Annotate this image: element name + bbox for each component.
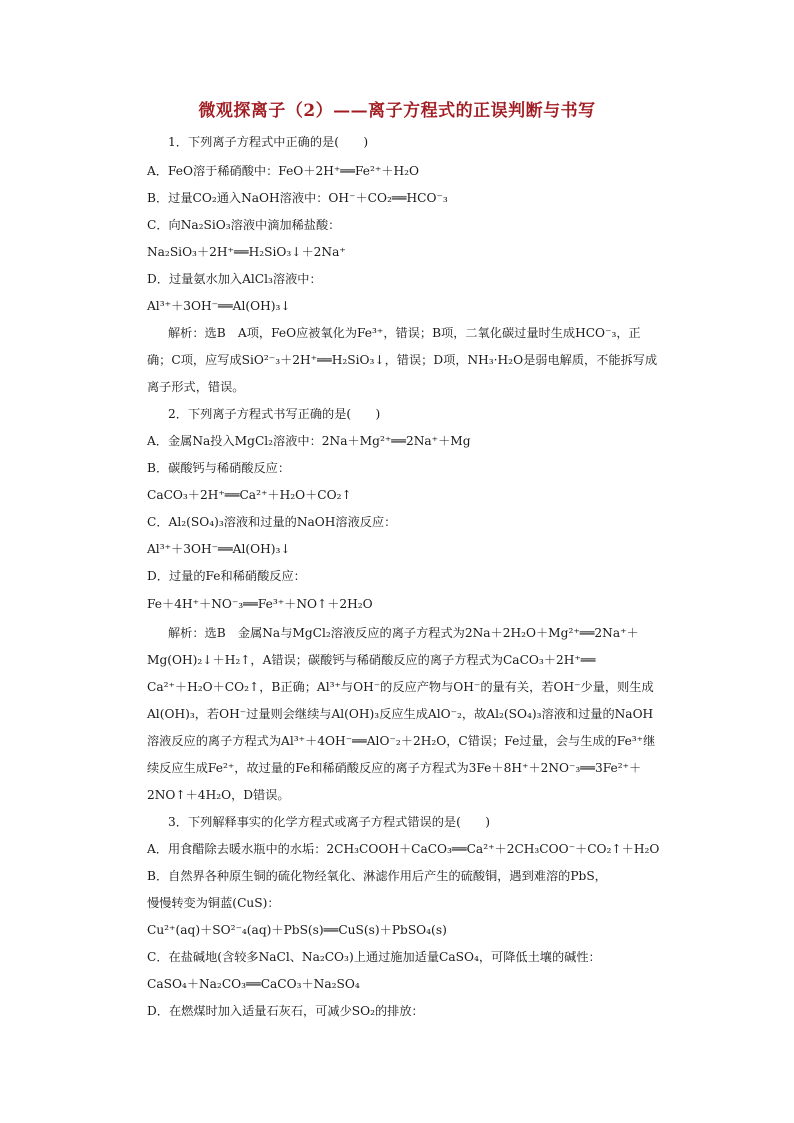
question-1-option-c-equation: Na₂SiO₃＋2H⁺══H₂SiO₃↓＋2Na⁺ — [147, 245, 346, 259]
question-2-analysis-line: Mg(OH)₂↓＋H₂↑，A错误；碳酸钙与稀硝酸反应的离子方程式为CaCO₃＋2H⁺══ — [147, 653, 596, 667]
question-3-stem: 3．下列解释事实的化学方程式或离子方程式错误的是( ) — [168, 815, 490, 829]
question-3-option-b-cont: 慢慢转变为铜蓝(CuS)： — [147, 896, 280, 910]
question-1-option-d: D．过量氨水加入AlCl₃溶液中： — [147, 272, 322, 286]
question-1-option-d-equation: Al³⁺＋3OH⁻══Al(OH)₃↓ — [147, 299, 291, 313]
question-2-option-d: D．过量的Fe和稀硝酸反应： — [147, 569, 306, 583]
question-1-option-a: A．FeO溶于稀硝酸中：FeO＋2H⁺══Fe²⁺＋H₂O — [147, 164, 419, 178]
question-1-option-b: B．过量CO₂通入NaOH溶液中：OH⁻＋CO₂══HCO⁻₃ — [147, 191, 448, 205]
question-1-analysis-line: 确；C项，应写成SiO²⁻₃＋2H⁺══H₂SiO₃↓，错误；D项，NH₃·H₂O是弱电解质，不能拆写成 — [147, 353, 658, 367]
question-1-analysis-line: 解析：选B A项，FeO应被氧化为Fe³⁺，错误；B项，二氧化碳过量时生成HCO⁻₃，正 — [168, 326, 641, 340]
question-2-option-b-equation: CaCO₃＋2H⁺══Ca²⁺＋H₂O＋CO₂↑ — [147, 488, 352, 502]
question-2-analysis-line: Al(OH)₃，若OH⁻过量则会继续与Al(OH)₃反应生成AlO⁻₂，故Al₂(SO₄)₃溶液和过量的NaOH — [147, 707, 654, 721]
question-2-stem: 2．下列离子方程式书写正确的是( ) — [168, 407, 381, 421]
question-2-option-c-equation: Al³⁺＋3OH⁻══Al(OH)₃↓ — [147, 542, 291, 556]
question-3-option-b-equation: Cu²⁺(aq)＋SO²⁻₄(aq)＋PbS(s)══CuS(s)＋PbSO₄(s) — [147, 923, 447, 937]
question-3-option-a: A．用食醋除去暖水瓶中的水垢：2CH₃COOH＋CaCO₃══Ca²⁺＋2CH₃COO⁻＋CO₂↑＋H₂O — [147, 842, 660, 856]
question-2-analysis-line: Ca²⁺＋H₂O＋CO₂↑，B正确；Al³⁺与OH⁻的反应产物与OH⁻的量有关，若OH⁻少量，则生成 — [147, 680, 654, 694]
question-2-option-d-equation: Fe＋4H⁺＋NO⁻₃══Fe³⁺＋NO↑＋2H₂O — [147, 597, 373, 611]
question-3-option-b: B．自然界各种原生铜的硫化物经氧化、淋滤作用后产生的硫酸铜，遇到难溶的PbS， — [147, 869, 607, 883]
question-2-option-c: C．Al₂(SO₄)₃溶液和过量的NaOH溶液反应： — [147, 515, 397, 529]
page-title: 微观探离子（2）——离子方程式的正误判断与书写 — [198, 101, 596, 121]
question-3-option-d: D．在燃煤时加入适量石灰石，可减少SO₂的排放： — [147, 1004, 424, 1018]
question-2-option-b: B．碳酸钙与稀硝酸反应： — [147, 461, 291, 475]
question-2-option-a: A．金属Na投入MgCl₂溶液中：2Na＋Mg²⁺══2Na⁺＋Mg — [147, 434, 471, 448]
question-2-analysis-line: 2NO↑＋4H₂O，D错误。 — [147, 788, 290, 802]
question-2-analysis-line: 解析：选B 金属Na与MgCl₂溶液反应的离子方程式为2Na＋2H₂O＋Mg²⁺══2Na⁺＋ — [168, 626, 639, 640]
question-1-option-c: C．向Na₂SiO₃溶液中滴加稀盐酸： — [147, 218, 341, 232]
question-2-analysis-line: 续反应生成Fe²⁺，故过量的Fe和稀硝酸反应的离子方程式为3Fe＋8H⁺＋2NO⁻₃══3Fe²⁺＋ — [147, 761, 642, 775]
question-3-option-c: C．在盐碱地(含较多NaCl、Na₂CO₃)上通过施加适量CaSO₄，可降低土壤的碱性： — [147, 950, 601, 964]
question-3-option-c-equation: CaSO₄＋Na₂CO₃══CaCO₃＋Na₂SO₄ — [147, 977, 360, 991]
question-1-stem: 1．下列离子方程式中正确的是( ) — [168, 135, 369, 149]
question-1-analysis-line: 离子形式，错误。 — [147, 380, 245, 394]
question-2-analysis-line: 溶液反应的离子方程式为Al³⁺＋4OH⁻══AlO⁻₂＋2H₂O，C错误；Fe过量，会与生成的Fe³⁺继 — [147, 734, 656, 748]
